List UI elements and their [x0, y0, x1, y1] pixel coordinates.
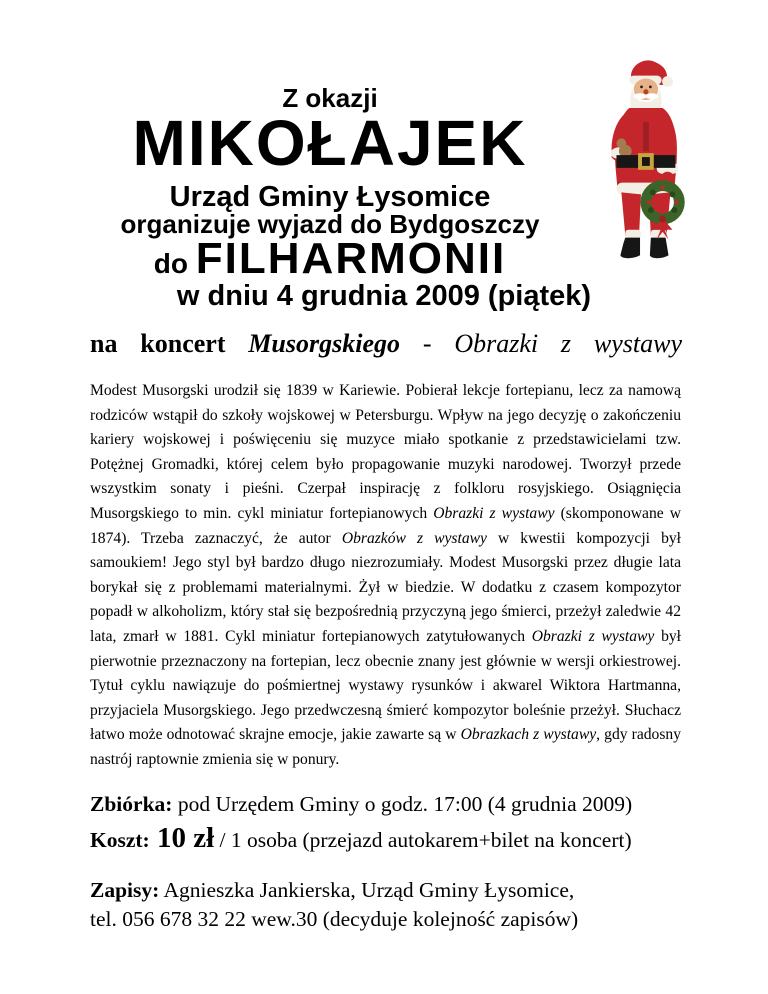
text-segment: Modest Musorgski urodził się 1839 w Kariewie. Pobierał lekcje fortepianu, lecz za namową rodziców wstąpił do szkoły wojskowej w Petersburgu. Wpływ na jego decyzję o zakończeniu kariery wojskowej i poświęceniu się muzyce miało spotkanie z przedstawicielami tzw. Potężnej Gromadki, której celem było propagowanie muzyki narodowej. Tworzył przede wszystkim sonaty i pieśni. Czerpał inspirację z folkloru rosyjskiego. Osiągnięcia Musorgskiego to min. cykl miniatur fortepianowych [90, 382, 681, 522]
subtitle-line: organizuje wyjazd do Bydgoszczy [120, 209, 540, 239]
meeting-text: pod Urzędem Gminy o godz. 17:00 (4 grudnia 2009) [172, 792, 633, 816]
text-segment: w kwestii kompozycji był samoukiem! Jego styl był bardzo długo niezrozumiały. Modest Musorgski przez długie lata borykał się z problemami materialnymi. Żył w biedzie. W dodatku z czasem kompozytor popadł w alkoholizm, który stał się bezpośrednią przyczyną jego śmierci, przeżył zaledwie 42 lata, zmarł w 1881. Cykl miniatur fortepianowych zatytułowanych [90, 529, 681, 645]
meeting-label: Zbiórka: [90, 792, 173, 816]
text-segment: (skomponowane w 1874). Trzeba zaznaczyć, że autor [90, 504, 682, 547]
text-segment: Obrazkach z wystawy [460, 726, 597, 744]
biography-paragraph [90, 379, 681, 773]
cost-info-line [90, 821, 710, 857]
text-segment: Musorgskiego [248, 329, 401, 358]
cost-price: 10 zł [149, 822, 215, 854]
destination-prefix: do [153, 248, 196, 279]
text-segment: Obrazki z wystawy [454, 329, 682, 358]
page-title: MIKOŁAJEK [132, 107, 528, 179]
occasion-line: Z okazji [282, 83, 378, 113]
destination-name: FILHARMONII [195, 234, 507, 283]
text-segment: na koncert [90, 329, 249, 358]
cost-label: Koszt: [90, 828, 150, 852]
signup-label: Zapisy: [90, 878, 160, 902]
meeting-info-line [90, 790, 710, 818]
santa-belt [616, 153, 675, 170]
cost-text: / 1 osoba (przejazd autokarem+bilet na koncert) [214, 828, 632, 852]
text-segment: Obrazki z wystawy [531, 627, 655, 645]
signup-text: Agnieszka Jankierska, Urząd Gminy Łysomice, [159, 878, 575, 902]
text-segment: - [400, 329, 455, 358]
signup-line [90, 876, 710, 905]
signup-info-block [90, 876, 710, 933]
santa-boots [620, 238, 668, 259]
organizer-line: Urząd Gminy Łysomice [169, 181, 491, 213]
text-segment: Obrazków z wystawy [341, 529, 487, 547]
concert-title-line [90, 326, 682, 362]
event-date-line: w dniu 4 grudnia 2009 (piątek) [176, 280, 592, 312]
santa-claus-image [588, 56, 696, 266]
text-segment: był pierwotnie przeznaczony na fortepian, lecz obecnie znany jest głównie w wersji orkiestrowej. Tytuł cyklu nawiązuje do pośmiertnej wystawy rysunków i akwarel Wiktora Hartmanna, przyjaciela Musorgskiego. Jego przedwczesną śmierć kompozytor boleśnie przeżył. Słuchacz łatwo może odnotować skrajne emocje, jakie zawarte są w [90, 627, 682, 744]
text-segment: Obrazki z wystawy [433, 504, 555, 522]
text-segment: , gdy radosny nastrój raptownie zmienia się w ponury. [90, 726, 681, 768]
signup-phone-line: tel. 056 678 32 22 wew.30 (decyduje kolejność zapisów) [90, 906, 579, 931]
